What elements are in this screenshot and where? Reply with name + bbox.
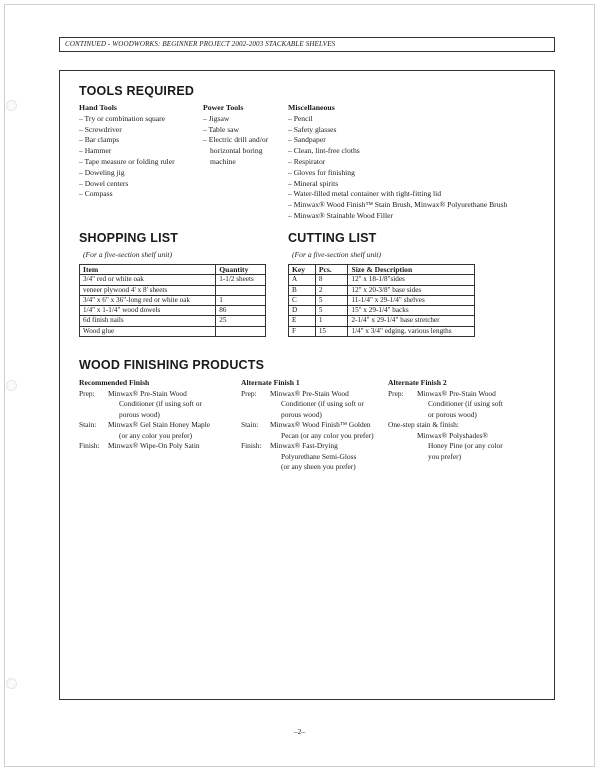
- stain-label: Stain:: [79, 420, 97, 429]
- binder-hole-middle: [6, 380, 17, 391]
- finish-line: Conditioner (if using soft or: [119, 399, 202, 408]
- list-item: – Minwax® Stainable Wood Filler: [288, 210, 393, 220]
- table-cell: 1-1/2 sheets: [216, 275, 266, 285]
- column-header: Pcs.: [315, 265, 348, 275]
- table-cell: Wood glue: [80, 326, 216, 336]
- finish-row: [79, 441, 239, 452]
- list-item: – Sandpaper: [288, 135, 326, 145]
- finish-line: Minwax® Wood Finish™ Golden: [270, 420, 371, 429]
- recommended-finish-heading: Recommended Finish: [79, 378, 150, 387]
- shopping-list-subtitle: (For a five-section shelf unit): [83, 250, 172, 259]
- finish-line: or porous wood): [428, 409, 477, 419]
- binder-hole-bottom: [6, 678, 17, 689]
- table-cell: 6d finish nails: [80, 316, 216, 326]
- table-cell: D: [289, 306, 316, 316]
- binder-hole-top: [6, 100, 17, 111]
- table-cell: C: [289, 295, 316, 305]
- table-cell: 8: [315, 275, 348, 285]
- list-item: – Clean, lint-free cloths: [288, 146, 360, 156]
- hand-tools-column: [79, 103, 204, 200]
- table-row: [289, 285, 475, 295]
- table-cell: [216, 326, 266, 336]
- finish-line: porous wood): [119, 409, 160, 419]
- finish-label: Finish:: [241, 441, 262, 450]
- finish-line: Minwax® Polyshades®: [417, 430, 488, 440]
- list-item: horizontal boring: [210, 146, 263, 156]
- misc-column: [288, 103, 548, 222]
- one-step-label: One-step stain & finish:: [388, 420, 459, 429]
- table-cell: 25: [216, 316, 266, 326]
- table-cell: 1/4" x 3/4" edging, various lengths: [348, 326, 475, 336]
- table-cell: 3/4" red or white oak: [80, 275, 216, 285]
- misc-heading: Miscellaneous: [288, 103, 335, 112]
- hand-tools-heading: Hand Tools: [79, 103, 117, 112]
- finish-line: Minwax® Fast-Drying: [270, 441, 338, 450]
- table-cell: 12" x 18-1/8"sides: [348, 275, 475, 285]
- column-header: Size & Description: [348, 265, 475, 275]
- alternate-finish-1-heading: Alternate Finish 1: [241, 378, 300, 387]
- finish-line: Conditioner (if using soft: [428, 399, 503, 408]
- finish-line: Conditioner (if using soft or: [281, 399, 364, 408]
- table-cell: B: [289, 285, 316, 295]
- finish-line: Honey Pine (or any color: [428, 441, 503, 450]
- table-cell: 15" x 29-1/4" backs: [348, 306, 475, 316]
- finish-line: Pecan (or any color you prefer): [281, 430, 374, 440]
- table-cell: 12" x 20-3/8" base sides: [348, 285, 475, 295]
- list-item: – Mineral spirits: [288, 178, 339, 188]
- table-header-row: [80, 265, 266, 275]
- finish-line: Minwax® Pre-Stain Wood: [270, 388, 349, 398]
- cutting-list-title: CUTTING LIST: [288, 231, 377, 245]
- prep-row: [79, 389, 239, 421]
- shopping-list-table: [79, 264, 266, 337]
- list-item: – Safety glasses: [288, 124, 337, 134]
- column-header: Key: [289, 265, 316, 275]
- table-cell: 5: [315, 295, 348, 305]
- column-header: Quantity: [216, 265, 266, 275]
- list-item: – Respirator: [288, 156, 326, 166]
- alternate-finish-1-column: [241, 378, 391, 473]
- recommended-finish-column: [79, 378, 239, 452]
- table-cell: 1/4" x 1-1/4" wood dowels: [80, 306, 216, 316]
- table-cell: F: [289, 326, 316, 336]
- finish-line: Minwax® Pre-Stain Wood: [108, 388, 187, 398]
- alternate-finish-2-column: [388, 378, 548, 462]
- table-row: [289, 326, 475, 336]
- table-row: [289, 306, 475, 316]
- finish-line: Minwax® Wipe-On Poly Satin: [108, 441, 200, 450]
- finish-line: Polyurethane Semi-Gloss: [281, 451, 357, 461]
- list-item: – Electric drill and/or: [203, 135, 269, 145]
- table-cell: E: [289, 316, 316, 326]
- table-row: [80, 285, 266, 295]
- stain-row: [241, 420, 391, 441]
- table-cell: 2: [315, 285, 348, 295]
- cutting-list-table: [288, 264, 475, 337]
- finish-line: porous wood): [281, 409, 322, 419]
- power-tools-heading: Power Tools: [203, 103, 244, 112]
- running-header: CONTINUED - WOODWORKS: BEGINNER PROJECT 2002-2003 STACKABLE SHELVES: [59, 37, 555, 52]
- table-cell: 2-1/4" x 29-1/4" base stretcher: [348, 316, 475, 326]
- table-cell: 11-1/4" x 29-1/4" shelves: [348, 295, 475, 305]
- table-cell: 86: [216, 306, 266, 316]
- list-item: – Minwax® Wood Finish™ Stain Brush, Minwax® Polyurethane Brush: [288, 200, 508, 210]
- table-cell: 1: [216, 295, 266, 305]
- table-cell: veneer plywood 4' x 8' sheets: [80, 285, 216, 295]
- list-item: – Gloves for finishing: [288, 167, 355, 177]
- column-header: Item: [80, 265, 216, 275]
- prep-label: Prep:: [241, 388, 257, 398]
- finish-line: Minwax® Pre-Stain Wood: [417, 388, 496, 398]
- stain-row: [79, 420, 239, 441]
- list-item: – Compass: [79, 189, 113, 199]
- tools-required-title: TOOLS REQUIRED: [79, 84, 195, 98]
- list-item: – Doweling jig: [79, 167, 125, 177]
- list-item: – Bar clamps: [79, 135, 120, 145]
- list-item: – Tape measure or folding ruler: [79, 156, 175, 166]
- table-cell: 5: [315, 306, 348, 316]
- table-cell: 1: [315, 316, 348, 326]
- list-item: machine: [210, 156, 236, 166]
- table-row: [289, 275, 475, 285]
- power-tools-column: [203, 103, 288, 168]
- shopping-list-title: SHOPPING LIST: [79, 231, 179, 245]
- stain-label: Stain:: [241, 420, 259, 429]
- list-item: – Hammer: [79, 146, 112, 156]
- finish-line: you prefer): [428, 451, 462, 461]
- cutting-list-subtitle: (For a five-section shelf unit): [292, 250, 381, 259]
- table-cell: 15: [315, 326, 348, 336]
- table-cell: [216, 285, 266, 295]
- list-item: – Pencil: [288, 113, 313, 123]
- prep-label: Prep:: [388, 388, 404, 398]
- finish-label: Finish:: [79, 441, 100, 450]
- list-item: – Screwdriver: [79, 124, 122, 134]
- table-cell: 3/4" x 6" x 36"-long red or white oak: [80, 295, 216, 305]
- wood-finishing-title: WOOD FINISHING PRODUCTS: [79, 358, 265, 372]
- list-item: – Try or combination square: [79, 113, 166, 123]
- table-row: [80, 275, 266, 285]
- table-row: [289, 316, 475, 326]
- one-step-lines: [388, 431, 548, 463]
- finish-line: (or any sheen you prefer): [281, 462, 356, 471]
- page-number: –2–: [293, 727, 306, 736]
- prep-row: [241, 389, 391, 421]
- table-row: [80, 295, 266, 305]
- finish-row: [241, 441, 391, 473]
- table-row: [80, 326, 266, 336]
- finish-line: (or any color you prefer): [119, 430, 193, 440]
- table-header-row: [289, 265, 475, 275]
- alternate-finish-2-heading: Alternate Finish 2: [388, 378, 447, 387]
- finish-line: Minwax® Gel Stain Honey Maple: [108, 420, 211, 429]
- list-item: – Dowel centers: [79, 178, 129, 188]
- list-item: – Jigsaw: [203, 113, 230, 123]
- list-item: – Table saw: [203, 124, 240, 134]
- table-row: [289, 295, 475, 305]
- table-row: [80, 306, 266, 316]
- table-row: [80, 316, 266, 326]
- table-cell: A: [289, 275, 316, 285]
- prep-label: Prep:: [79, 388, 95, 398]
- prep-row: [388, 389, 548, 421]
- list-item: – Water-filled metal container with tight-fitting lid: [288, 189, 442, 199]
